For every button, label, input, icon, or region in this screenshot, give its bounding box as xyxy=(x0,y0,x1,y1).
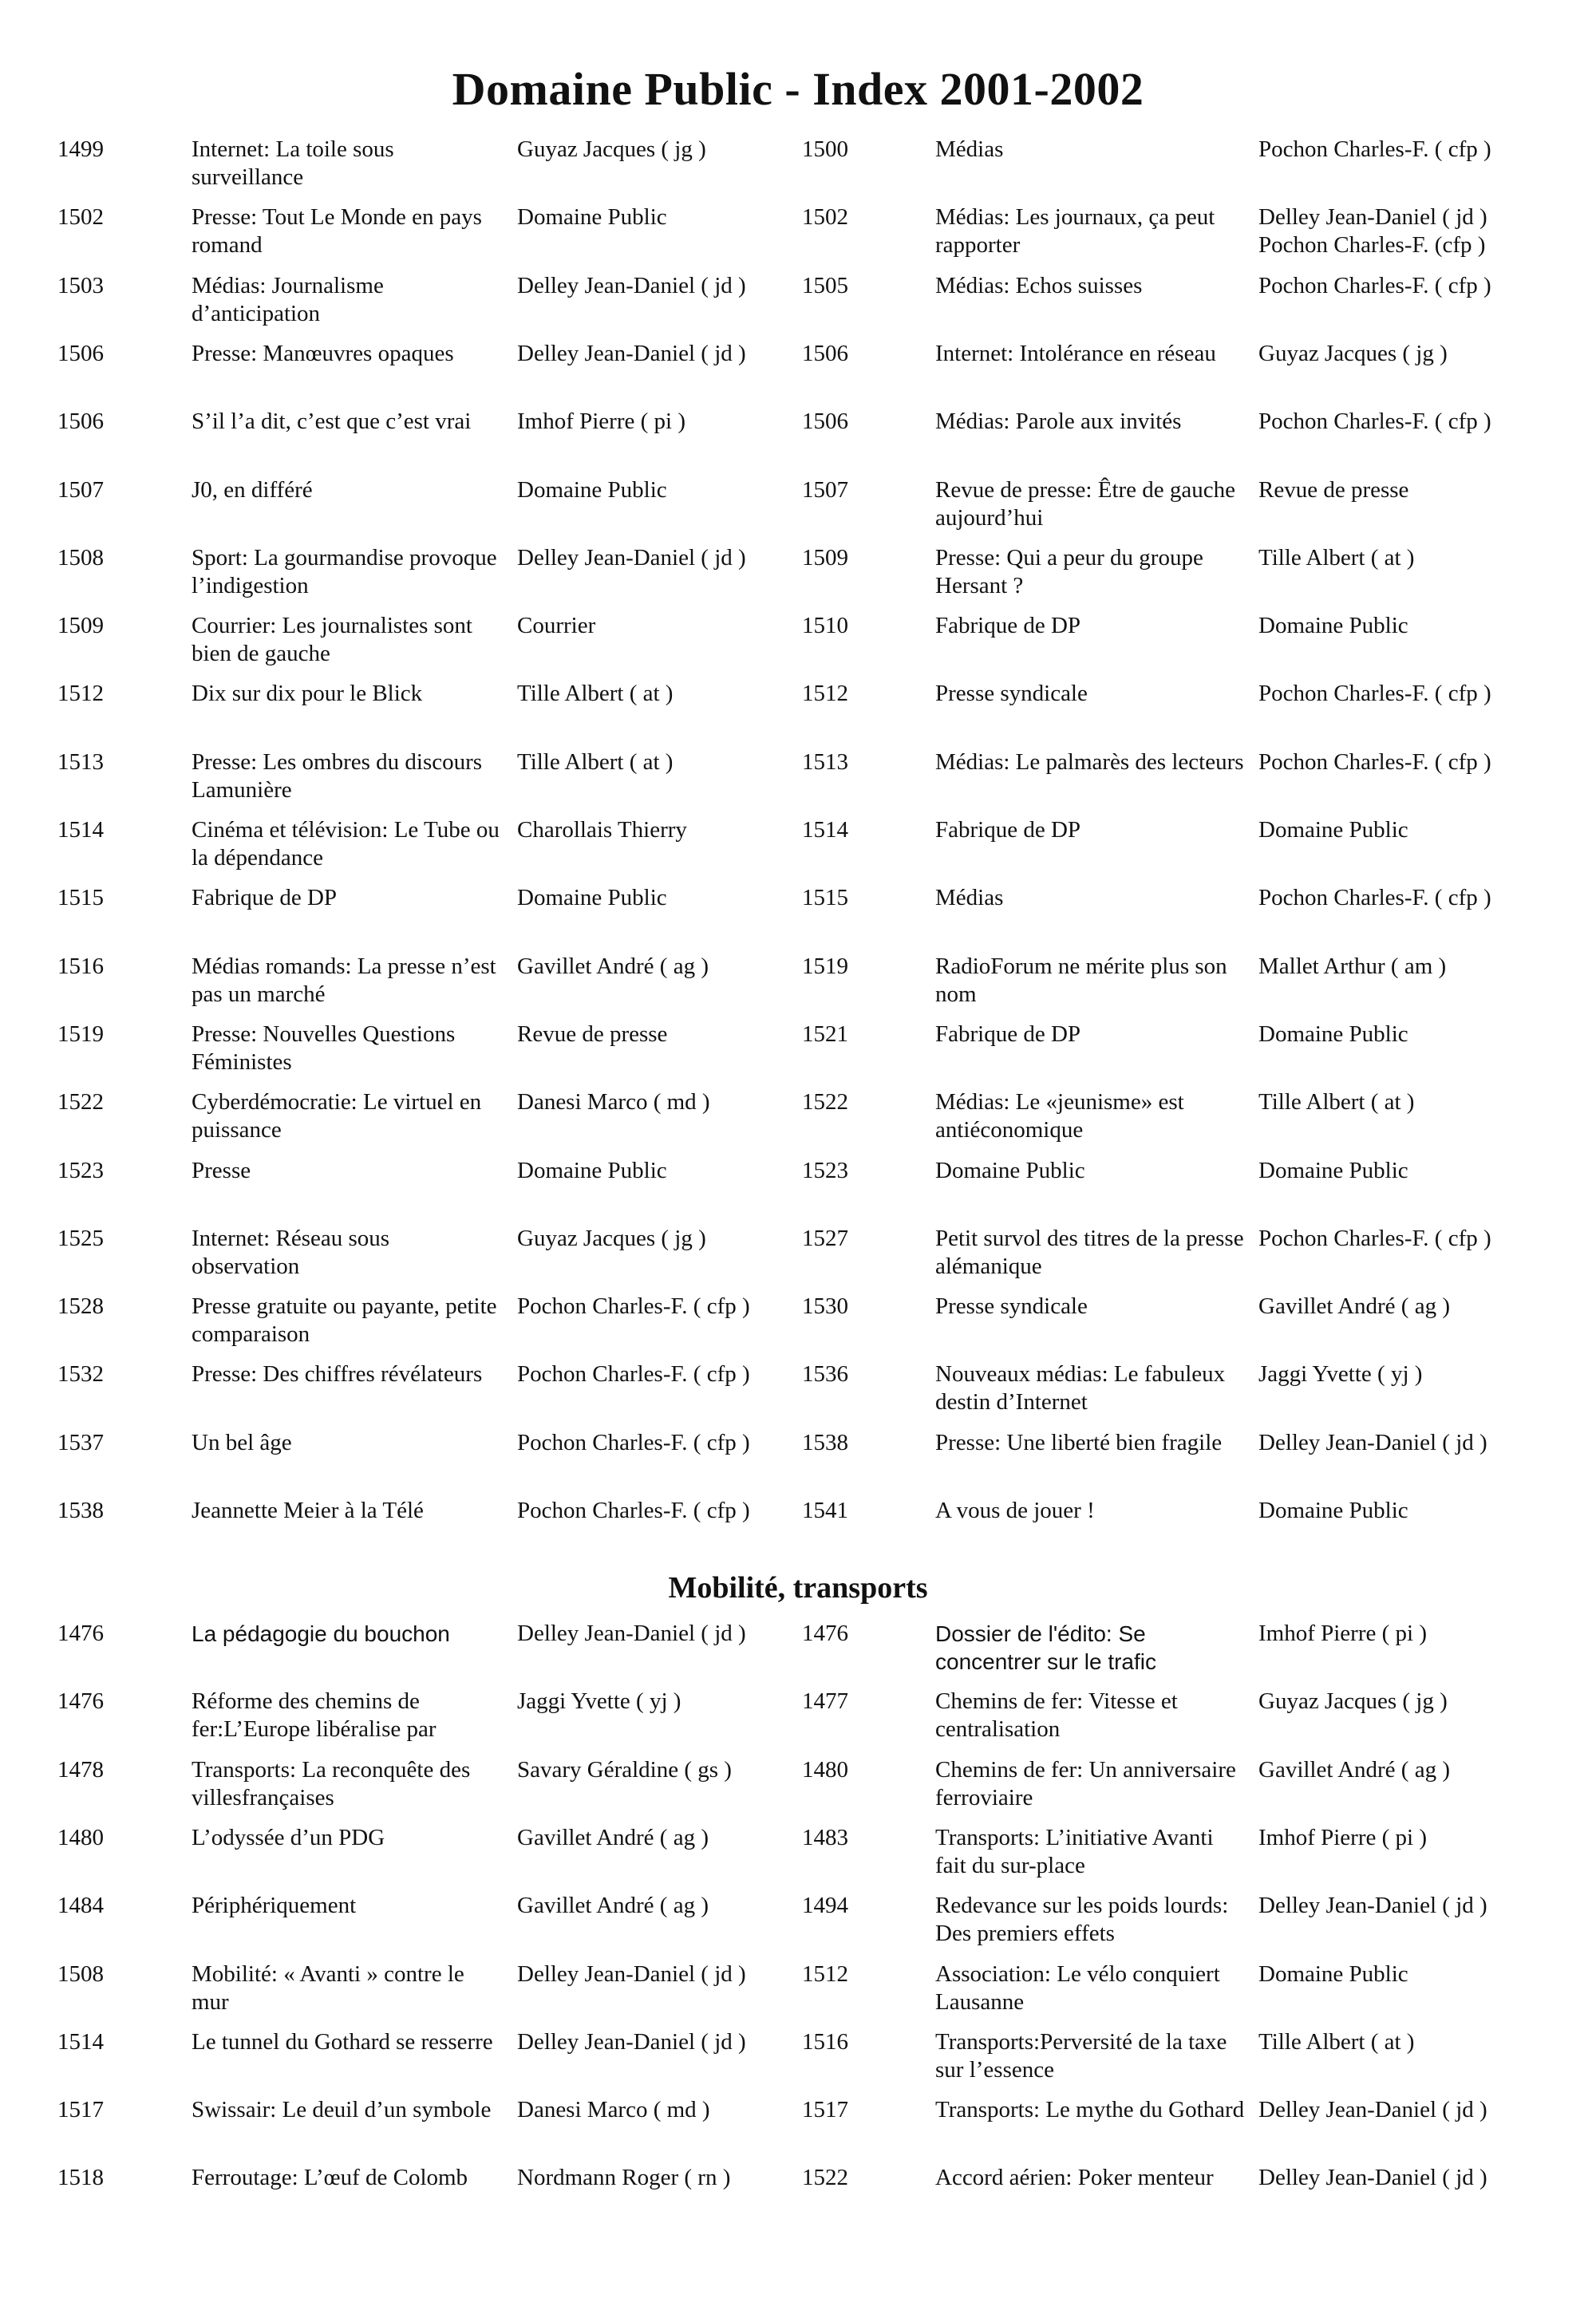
issue-number: 1502 xyxy=(57,204,104,231)
index-row xyxy=(0,1021,1596,1084)
index-row xyxy=(0,1824,1596,1888)
article-title: Nouveaux médias: Le fabuleux destin d’Internet xyxy=(935,1361,1226,1416)
index-row xyxy=(0,1892,1596,1956)
index-row xyxy=(0,136,1596,199)
issue-number: 1530 xyxy=(802,1293,848,1320)
article-title: Fabrique de DP xyxy=(935,1021,1081,1047)
article-title: Ferroutage: L’œuf de Colomb xyxy=(192,2165,468,2191)
index-row xyxy=(0,408,1596,472)
issue-number: 1506 xyxy=(802,409,848,435)
issue-number: 1508 xyxy=(57,544,104,571)
issue-number: 1522 xyxy=(802,2165,848,2191)
article-title: Presse: Nouvelles Questions Féministes xyxy=(192,1021,456,1075)
index-row xyxy=(0,1688,1596,1751)
article-author: Domaine Public xyxy=(1258,1021,1408,1047)
article-title: Petit survol des titres de la presse alémanique xyxy=(935,1225,1244,1279)
issue-number: 1506 xyxy=(57,409,104,435)
issue-number: 1519 xyxy=(57,1021,104,1047)
article-title: Le tunnel du Gothard se resserre xyxy=(192,2028,493,2055)
article-title: Médias: Le palmarès des lecteurs xyxy=(935,748,1244,775)
index-row xyxy=(0,1293,1596,1356)
issue-number: 1507 xyxy=(57,476,104,503)
issue-number: 1522 xyxy=(57,1089,104,1115)
issue-number: 1508 xyxy=(57,1960,104,1987)
article-author: Tille Albert ( at ) xyxy=(517,748,674,775)
article-title: Dossier de l'édito: Se concentrer sur le trafic xyxy=(935,1621,1156,1674)
article-title: Chemins de fer: Vitesse et centralisation xyxy=(935,1688,1178,1743)
article-title: Presse: Qui a peur du groupe Hersant ? xyxy=(935,544,1203,598)
issue-number: 1536 xyxy=(802,1361,848,1388)
issue-number: 1538 xyxy=(57,1498,104,1523)
article-author: Delley Jean-Daniel ( jd ) xyxy=(1258,2165,1487,2191)
issue-number: 1516 xyxy=(802,2028,848,2055)
article-author: Domaine Public xyxy=(1258,1157,1408,1183)
issue-number: 1509 xyxy=(57,613,104,639)
issue-number: 1517 xyxy=(57,2097,104,2123)
article-title: Presse: Manœuvres opaques xyxy=(192,340,454,366)
article-title: Jeannette Meier à la Télé xyxy=(192,1498,424,1523)
issue-number: 1512 xyxy=(57,681,104,707)
article-title: Un bel âge xyxy=(192,1429,292,1455)
issue-number: 1480 xyxy=(57,1824,104,1850)
article-author: Tille Albert ( at ) xyxy=(1258,1089,1415,1115)
index-row xyxy=(0,476,1596,540)
article-title: J0, en différé xyxy=(192,476,313,503)
article-title: Médias: Journalisme d’anticipation xyxy=(192,272,384,326)
issue-number: 1484 xyxy=(57,1893,104,1919)
article-author: Courrier xyxy=(517,613,596,639)
index-row xyxy=(0,816,1596,880)
article-title: Association: Le vélo conquiert Lausanne xyxy=(935,1960,1220,2015)
article-author: Pochon Charles-F. ( cfp ) xyxy=(1258,1225,1491,1251)
article-author: Pochon Charles-F. ( cfp ) xyxy=(517,1293,750,1320)
issue-number: 1523 xyxy=(57,1157,104,1183)
issue-number: 1525 xyxy=(57,1225,104,1251)
issue-number: 1505 xyxy=(802,272,848,298)
article-title: Presse: Tout Le Monde en pays romand xyxy=(192,204,482,259)
issue-number: 1527 xyxy=(802,1225,848,1251)
article-title: Sport: La gourmandise provoque l’indigestion xyxy=(192,544,497,598)
article-title: Cyberdémocratie: Le virtuel en puissance xyxy=(192,1089,482,1143)
article-title: Presse: Des chiffres révélateurs xyxy=(192,1361,483,1388)
article-author: Gavillet André ( ag ) xyxy=(1258,1756,1450,1783)
index-row xyxy=(0,544,1596,608)
issue-number: 1483 xyxy=(802,1824,848,1850)
article-author: Imhof Pierre ( pi ) xyxy=(1258,1824,1427,1850)
article-title: Presse: Les ombres du discours Lamunière xyxy=(192,748,483,803)
article-author: Danesi Marco ( md ) xyxy=(517,1089,710,1115)
article-author: Revue de presse xyxy=(1258,476,1409,503)
issue-number: 1521 xyxy=(802,1021,848,1047)
issue-number: 1510 xyxy=(802,613,848,639)
article-author: Pochon Charles-F. ( cfp ) xyxy=(517,1361,750,1388)
issue-number: 1522 xyxy=(802,1089,848,1115)
issue-number: 1494 xyxy=(802,1893,848,1919)
article-title: Chemins de fer: Un anniversaire ferroviaire xyxy=(935,1756,1236,1810)
issue-number: 1512 xyxy=(802,681,848,707)
article-author: Delley Jean-Daniel ( jd ) xyxy=(517,1960,746,1987)
article-author: Pochon Charles-F. ( cfp ) xyxy=(1258,409,1491,435)
article-title: Internet: Intolérance en réseau xyxy=(935,340,1216,366)
article-author: Imhof Pierre ( pi ) xyxy=(1258,1621,1427,1646)
article-title: Mobilité: « Avanti » contre le mur xyxy=(192,1960,464,2015)
article-author: Delley Jean-Daniel ( jd ) xyxy=(517,340,746,366)
issue-number: 1509 xyxy=(802,544,848,571)
article-author: Nordmann Roger ( rn ) xyxy=(517,2165,731,2191)
article-author: Delley Jean-Daniel ( jd ) xyxy=(517,272,746,298)
article-title: Redevance sur les poids lourds: Des premiers effets xyxy=(935,1893,1229,1947)
index-row xyxy=(0,1157,1596,1221)
index-row xyxy=(0,2096,1596,2160)
index-row xyxy=(0,1360,1596,1424)
issue-number: 1477 xyxy=(802,1688,848,1715)
article-author: Guyaz Jacques ( jg ) xyxy=(517,1225,706,1251)
article-author: Pochon Charles-F. ( cfp ) xyxy=(1258,748,1491,775)
index-row xyxy=(0,1225,1596,1289)
index-row xyxy=(0,1756,1596,1820)
issue-number: 1476 xyxy=(802,1621,848,1646)
issue-number: 1514 xyxy=(57,817,104,843)
article-author: Guyaz Jacques ( jg ) xyxy=(1258,340,1448,366)
index-row xyxy=(0,2164,1596,2228)
issue-number: 1503 xyxy=(57,272,104,298)
article-title: Transports:Perversité de la taxe sur l’essence xyxy=(935,2028,1227,2083)
issue-number: 1519 xyxy=(802,953,848,979)
article-author: Charollais Thierry xyxy=(517,817,687,843)
issue-number: 1532 xyxy=(57,1361,104,1388)
article-author: Mallet Arthur ( am ) xyxy=(1258,953,1447,979)
article-author: Gavillet André ( ag ) xyxy=(517,1893,709,1919)
article-author: Pochon Charles-F. ( cfp ) xyxy=(1258,885,1491,911)
article-author: Pochon Charles-F. ( cfp ) xyxy=(1258,136,1491,162)
issue-number: 1515 xyxy=(57,885,104,911)
article-author: Delley Jean-Daniel ( jd ) xyxy=(1258,1429,1487,1455)
index-row xyxy=(0,1497,1596,1561)
article-title: Presse: Une liberté bien fragile xyxy=(935,1429,1223,1455)
article-author: Delley Jean-Daniel ( jd ) xyxy=(517,544,746,571)
article-title: Transports: La reconquête des villesfrançaises xyxy=(192,1756,471,1810)
article-title: Médias: Parole aux invités xyxy=(935,409,1182,435)
article-title: Presse syndicale xyxy=(935,681,1088,707)
article-title: Swissair: Le deuil d’un symbole xyxy=(192,2097,492,2123)
article-title: Accord aérien: Poker menteur xyxy=(935,2165,1214,2191)
article-author: Delley Jean-Daniel ( jd ) xyxy=(517,1621,746,1646)
article-author: Delley Jean-Daniel ( jd ) xyxy=(1258,2097,1487,2123)
article-author: Domaine Public xyxy=(1258,1498,1408,1523)
issue-number: 1528 xyxy=(57,1293,104,1320)
index-row xyxy=(0,953,1596,1017)
issue-number: 1537 xyxy=(57,1429,104,1455)
index-row xyxy=(0,1088,1596,1152)
article-author: Delley Jean-Daniel ( jd ) xyxy=(1258,1893,1487,1919)
issue-number: 1513 xyxy=(57,748,104,775)
article-title: Médias xyxy=(935,136,1004,162)
issue-number: 1514 xyxy=(802,817,848,843)
issue-number: 1506 xyxy=(802,340,848,366)
article-title: A vous de jouer ! xyxy=(935,1498,1095,1523)
article-author: Savary Géraldine ( gs ) xyxy=(517,1756,732,1783)
article-author: Domaine Public xyxy=(1258,1960,1408,1987)
issue-number: 1500 xyxy=(802,136,848,162)
article-author: Tille Albert ( at ) xyxy=(1258,544,1415,571)
article-title: Médias: Echos suisses xyxy=(935,272,1143,298)
index-row xyxy=(0,272,1596,336)
issue-number: 1518 xyxy=(57,2165,104,2191)
article-title: Dix sur dix pour le Blick xyxy=(192,681,423,707)
issue-number: 1476 xyxy=(57,1621,104,1646)
article-title: Fabrique de DP xyxy=(935,817,1081,843)
issue-number: 1541 xyxy=(802,1498,848,1523)
issue-number: 1499 xyxy=(57,136,104,162)
index-row xyxy=(0,884,1596,948)
article-author: Gavillet André ( ag ) xyxy=(517,1824,709,1850)
article-author: Pochon Charles-F. ( cfp ) xyxy=(517,1429,750,1455)
article-title: Médias xyxy=(935,885,1004,911)
article-title: Fabrique de DP xyxy=(935,613,1081,639)
index-row xyxy=(0,680,1596,744)
index-row xyxy=(0,1960,1596,2024)
article-title: Domaine Public xyxy=(935,1157,1085,1183)
issue-number: 1476 xyxy=(57,1688,104,1715)
article-author: Guyaz Jacques ( jg ) xyxy=(1258,1688,1448,1715)
article-author: Jaggi Yvette ( yj ) xyxy=(517,1688,681,1715)
article-title: Cinéma et télévision: Le Tube ou la dépendance xyxy=(192,817,500,871)
issue-number: 1523 xyxy=(802,1157,848,1183)
index-row xyxy=(0,203,1596,267)
article-author: Pochon Charles-F. ( cfp ) xyxy=(517,1498,750,1523)
article-author: Domaine Public xyxy=(1258,613,1408,639)
page-title: Domaine Public - Index 2001-2002 xyxy=(452,63,1144,115)
article-author: Imhof Pierre ( pi ) xyxy=(517,409,685,435)
issue-number: 1517 xyxy=(802,2097,848,2123)
issue-number: 1516 xyxy=(57,953,104,979)
article-title: Médias: Les journaux, ça peut rapporter xyxy=(935,204,1215,259)
article-author: Domaine Public xyxy=(517,476,667,503)
issue-number: 1538 xyxy=(802,1429,848,1455)
index-row xyxy=(0,1620,1596,1684)
article-title: La pédagogie du bouchon xyxy=(192,1621,450,1646)
article-author: Pochon Charles-F. ( cfp ) xyxy=(1258,681,1491,707)
article-title: Transports: Le mythe du Gothard xyxy=(935,2097,1245,2123)
issue-number: 1478 xyxy=(57,1756,104,1783)
index-row xyxy=(0,2028,1596,2092)
article-author: Danesi Marco ( md ) xyxy=(517,2097,710,2123)
article-author: Revue de presse xyxy=(517,1021,668,1047)
article-author: Delley Jean-Daniel ( jd ) xyxy=(517,2028,746,2055)
issue-number: 1480 xyxy=(802,1756,848,1783)
issue-number: 1513 xyxy=(802,748,848,775)
index-row xyxy=(0,612,1596,676)
article-author: Tille Albert ( at ) xyxy=(1258,2028,1415,2055)
article-title: Fabrique de DP xyxy=(192,885,338,911)
article-title: Presse syndicale xyxy=(935,1293,1088,1320)
issue-number: 1507 xyxy=(802,476,848,503)
article-title: RadioForum ne mérite plus son nom xyxy=(935,953,1227,1007)
index-row xyxy=(0,748,1596,812)
article-title: Internet: La toile sous surveillance xyxy=(192,136,394,190)
index-row xyxy=(0,1429,1596,1493)
article-author: Domaine Public xyxy=(1258,817,1408,843)
issue-number: 1502 xyxy=(802,204,848,231)
article-author: Domaine Public xyxy=(517,204,667,231)
article-author: Gavillet André ( ag ) xyxy=(517,953,709,979)
article-title: Courrier: Les journalistes sont bien de gauche xyxy=(192,613,472,667)
article-author: Pochon Charles-F. ( cfp ) xyxy=(1258,272,1491,298)
article-title: L’odyssée d’un PDG xyxy=(192,1824,385,1850)
issue-number: 1515 xyxy=(802,885,848,911)
article-title: Réforme des chemins de fer:L’Europe libéralise par xyxy=(192,1688,437,1743)
article-author: Delley Jean-Daniel ( jd ) Pochon Charles-F. (cfp ) xyxy=(1258,204,1487,259)
article-title: Internet: Réseau sous observation xyxy=(192,1225,390,1279)
section-heading: Mobilité, transports xyxy=(668,1571,928,1605)
issue-number: 1506 xyxy=(57,340,104,366)
article-author: Tille Albert ( at ) xyxy=(517,681,674,707)
article-author: Domaine Public xyxy=(517,1157,667,1183)
article-title: Périphériquement xyxy=(192,1893,357,1919)
article-author: Domaine Public xyxy=(517,885,667,911)
issue-number: 1512 xyxy=(802,1960,848,1987)
article-title: S’il l’a dit, c’est que c’est vrai xyxy=(192,409,472,435)
article-title: Presse gratuite ou payante, petite comparaison xyxy=(192,1293,497,1348)
issue-number: 1514 xyxy=(57,2028,104,2055)
article-title: Médias: Le «jeunisme» est antiéconomique xyxy=(935,1089,1184,1143)
article-title: Presse xyxy=(192,1157,251,1183)
article-author: Jaggi Yvette ( yj ) xyxy=(1258,1361,1423,1388)
article-title: Médias romands: La presse n’est pas un marché xyxy=(192,953,496,1007)
article-title: Revue de presse: Être de gauche aujourd’hui xyxy=(935,476,1236,531)
article-title: Transports: L’initiative Avanti fait du sur-place xyxy=(935,1824,1214,1878)
article-author: Gavillet André ( ag ) xyxy=(1258,1293,1450,1320)
index-row xyxy=(0,340,1596,404)
article-author: Guyaz Jacques ( jg ) xyxy=(517,136,706,162)
